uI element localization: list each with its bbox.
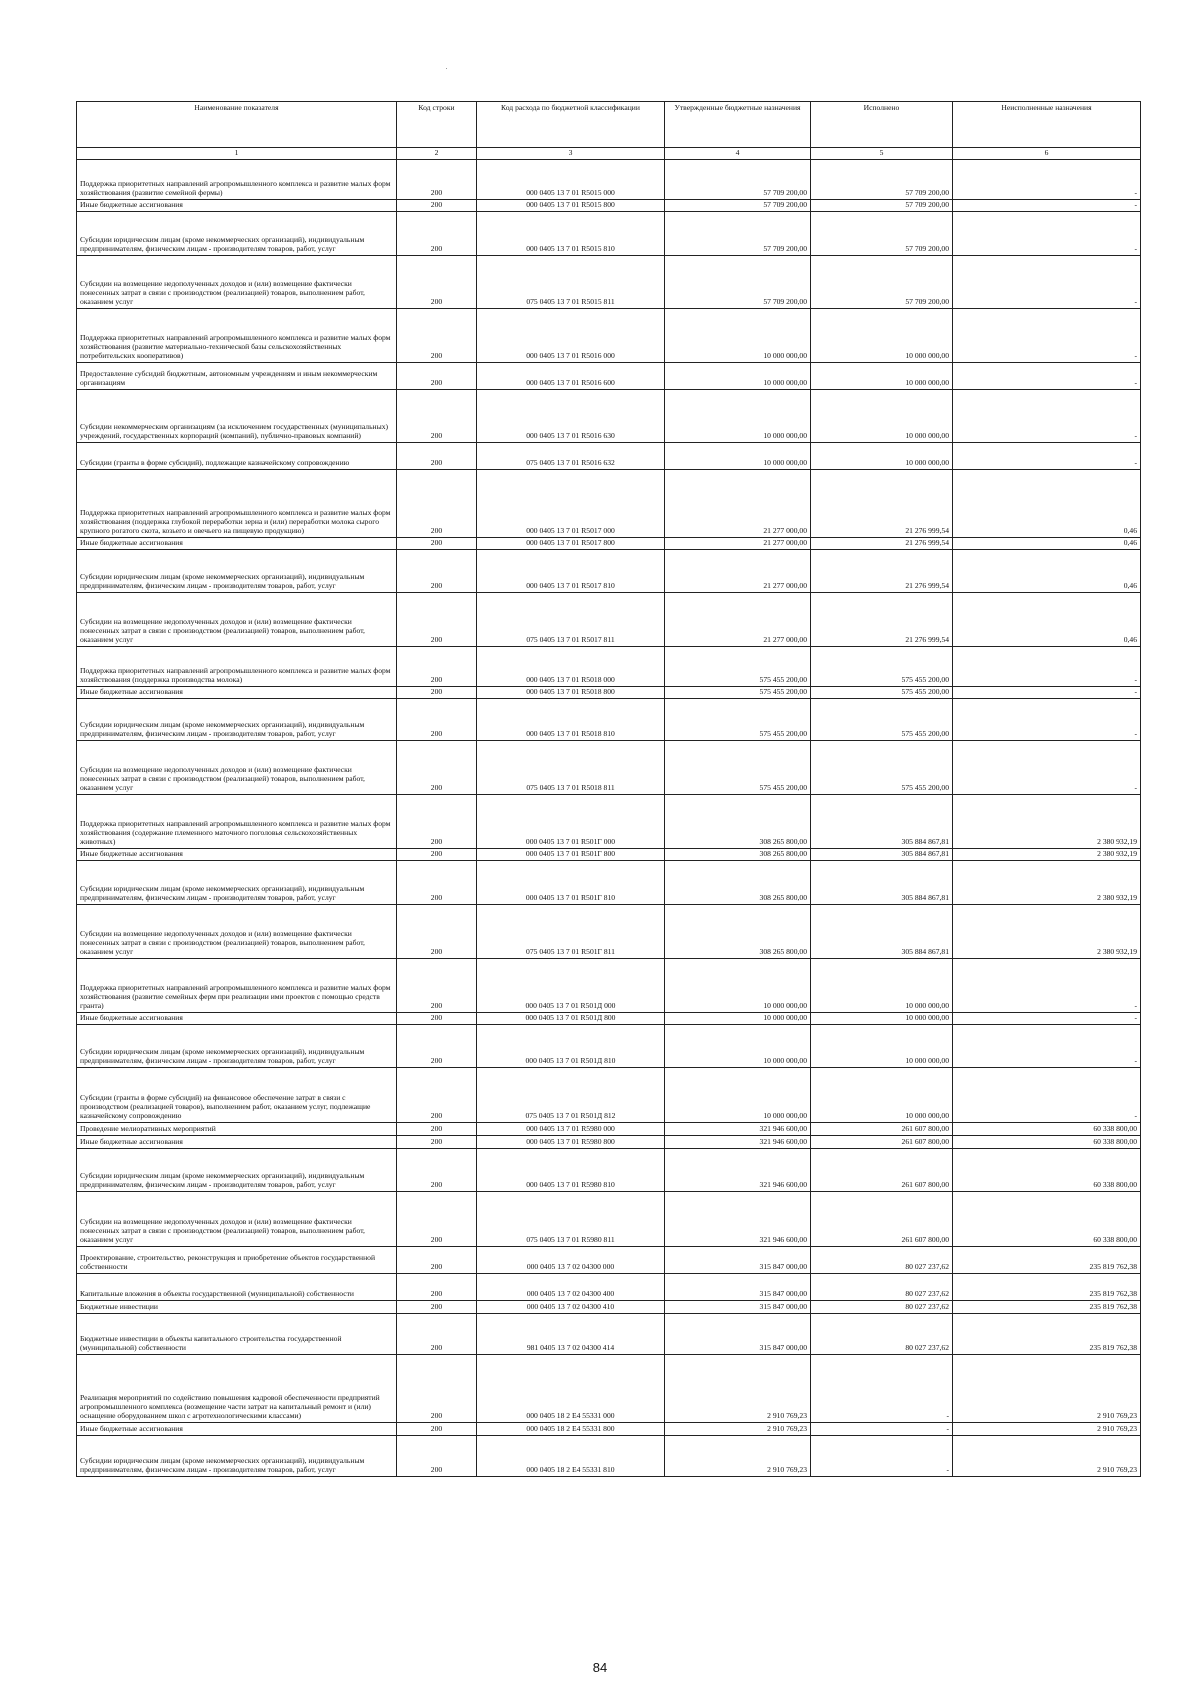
row-budget-code: 075 0405 13 7 01 R5015 811 xyxy=(477,256,665,309)
row-line-code: 200 xyxy=(397,1025,477,1068)
row-budget-code: 075 0405 13 7 01 R5017 811 xyxy=(477,593,665,647)
row-budget-code: 000 0405 13 7 01 R501Г 810 xyxy=(477,861,665,905)
row-executed: 57 709 200,00 xyxy=(811,160,953,200)
row-executed: 57 709 200,00 xyxy=(811,212,953,256)
row-unexecuted: 0,46 xyxy=(953,593,1141,647)
row-budget-code: 000 0405 13 7 01 R501Д 800 xyxy=(477,1013,665,1025)
scan-speck xyxy=(446,68,447,69)
row-line-code: 200 xyxy=(397,443,477,470)
row-budget-code: 000 0405 13 7 01 R5015 800 xyxy=(477,200,665,212)
row-approved: 575 455 200,00 xyxy=(665,699,811,741)
row-unexecuted: - xyxy=(953,699,1141,741)
table-row xyxy=(77,1149,1141,1192)
table-row xyxy=(77,1355,1141,1423)
row-line-code: 200 xyxy=(397,1123,477,1136)
page-number: 84 xyxy=(592,1660,608,1675)
row-unexecuted: 60 338 800,00 xyxy=(953,1136,1141,1149)
row-approved: 321 946 600,00 xyxy=(665,1192,811,1247)
table-row xyxy=(77,390,1141,443)
row-unexecuted: 2 380 932,19 xyxy=(953,849,1141,861)
row-line-code: 200 xyxy=(397,1013,477,1025)
row-name: Поддержка приоритетных направлений агропромышленного комплекса и развитие малых форм хозяйствования (поддержка производства молока) xyxy=(77,647,397,687)
row-approved: 10 000 000,00 xyxy=(665,390,811,443)
row-unexecuted: 0,46 xyxy=(953,538,1141,550)
row-budget-code: 000 0405 13 7 01 R5015 000 xyxy=(477,160,665,200)
row-unexecuted: - xyxy=(953,309,1141,363)
row-name: Субсидии юридическим лицам (кроме некоммерческих организаций), индивидуальным предпринимателям, физическим лицам - производителям товаров, работ, услуг xyxy=(77,1025,397,1068)
row-executed: 57 709 200,00 xyxy=(811,256,953,309)
row-budget-code: 981 0405 13 7 02 04300 414 xyxy=(477,1314,665,1355)
row-name: Субсидии юридическим лицам (кроме некоммерческих организаций), индивидуальным предпринимателям, физическим лицам - производителям товаров, работ, услуг xyxy=(77,212,397,256)
row-executed: 261 607 800,00 xyxy=(811,1149,953,1192)
row-budget-code: 000 0405 18 2 E4 55331 810 xyxy=(477,1436,665,1477)
row-budget-code: 000 0405 13 7 01 R5980 810 xyxy=(477,1149,665,1192)
table-row xyxy=(77,256,1141,309)
row-approved: 2 910 769,23 xyxy=(665,1355,811,1423)
row-executed: 80 027 237,62 xyxy=(811,1274,953,1301)
table-row xyxy=(77,470,1141,538)
row-line-code: 200 xyxy=(397,538,477,550)
row-unexecuted: 60 338 800,00 xyxy=(953,1192,1141,1247)
row-name: Субсидии некоммерческим организациям (за исключением государственных (муниципальных) учреждений, государственных корпораций (компаний), публично-правовых компаний) xyxy=(77,390,397,443)
row-line-code: 200 xyxy=(397,1247,477,1274)
row-line-code: 200 xyxy=(397,1301,477,1314)
row-unexecuted: - xyxy=(953,741,1141,795)
row-executed: 575 455 200,00 xyxy=(811,687,953,699)
table-row xyxy=(77,687,1141,699)
row-name: Субсидии на возмещение недополученных доходов и (или) возмещение фактически понесенных затрат в связи с производством (реализацией) товаров, выполнением работ, оказанием услуг xyxy=(77,593,397,647)
table-row xyxy=(77,1247,1141,1274)
row-budget-code: 000 0405 13 7 01 R5980 000 xyxy=(477,1123,665,1136)
row-executed: 10 000 000,00 xyxy=(811,443,953,470)
table-row xyxy=(77,1301,1141,1314)
row-unexecuted: 2 380 932,19 xyxy=(953,905,1141,959)
row-budget-code: 000 0405 13 7 01 R501Д 000 xyxy=(477,959,665,1013)
row-line-code: 200 xyxy=(397,861,477,905)
table-row xyxy=(77,593,1141,647)
row-name: Субсидии на возмещение недополученных доходов и (или) возмещение фактически понесенных затрат в связи с производством (реализацией) товаров, выполнением работ, оказанием услуг xyxy=(77,741,397,795)
row-budget-code: 000 0405 13 7 01 R5018 800 xyxy=(477,687,665,699)
column-number: 3 xyxy=(477,148,665,160)
row-line-code: 200 xyxy=(397,849,477,861)
row-approved: 10 000 000,00 xyxy=(665,363,811,390)
row-approved: 21 277 000,00 xyxy=(665,538,811,550)
row-executed: 261 607 800,00 xyxy=(811,1136,953,1149)
row-unexecuted: - xyxy=(953,256,1141,309)
row-approved: 315 847 000,00 xyxy=(665,1314,811,1355)
row-name: Субсидии на возмещение недополученных доходов и (или) возмещение фактически понесенных затрат в связи с производством (реализацией) товаров, выполнением работ, оказанием услуг xyxy=(77,256,397,309)
row-name: Бюджетные инвестиции xyxy=(77,1301,397,1314)
row-executed: 10 000 000,00 xyxy=(811,959,953,1013)
row-name: Иные бюджетные ассигнования xyxy=(77,200,397,212)
row-name: Иные бюджетные ассигнования xyxy=(77,687,397,699)
row-executed: 21 276 999,54 xyxy=(811,550,953,593)
row-name: Поддержка приоритетных направлений агропромышленного комплекса и развитие малых форм хозяйствования (поддержка глубокой переработки зерна и (или) переработки молока сырого крупного рогатого скота, козьего и овечьего на пищевую продукцию) xyxy=(77,470,397,538)
row-executed: 575 455 200,00 xyxy=(811,741,953,795)
table-row xyxy=(77,1136,1141,1149)
row-unexecuted: 2 380 932,19 xyxy=(953,795,1141,849)
row-budget-code: 000 0405 13 7 01 R501Д 810 xyxy=(477,1025,665,1068)
row-name: Поддержка приоритетных направлений агропромышленного комплекса и развитие малых форм хозяйствования (развитие материально-технической базы сельскохозяйственных потребительских кооперативов) xyxy=(77,309,397,363)
row-line-code: 200 xyxy=(397,593,477,647)
row-name: Субсидии юридическим лицам (кроме некоммерческих организаций), индивидуальным предпринимателям, физическим лицам - производителям товаров, работ, услуг xyxy=(77,699,397,741)
row-executed: 57 709 200,00 xyxy=(811,200,953,212)
row-approved: 315 847 000,00 xyxy=(665,1274,811,1301)
row-executed: 305 884 867,81 xyxy=(811,795,953,849)
table-row xyxy=(77,647,1141,687)
row-name: Иные бюджетные ассигнования xyxy=(77,1423,397,1436)
row-unexecuted: - xyxy=(953,200,1141,212)
row-budget-code: 075 0405 13 7 01 R5980 811 xyxy=(477,1192,665,1247)
row-line-code: 200 xyxy=(397,959,477,1013)
row-approved: 10 000 000,00 xyxy=(665,443,811,470)
row-budget-code: 000 0405 13 7 01 R501Г 800 xyxy=(477,849,665,861)
table-row xyxy=(77,959,1141,1013)
row-approved: 315 847 000,00 xyxy=(665,1301,811,1314)
row-unexecuted: 2 910 769,23 xyxy=(953,1423,1141,1436)
row-name: Субсидии юридическим лицам (кроме некоммерческих организаций), индивидуальным предпринимателям, физическим лицам - производителям товаров, работ, услуг xyxy=(77,1149,397,1192)
row-approved: 21 277 000,00 xyxy=(665,593,811,647)
row-executed: - xyxy=(811,1423,953,1436)
row-line-code: 200 xyxy=(397,1423,477,1436)
row-approved: 57 709 200,00 xyxy=(665,256,811,309)
row-unexecuted: - xyxy=(953,363,1141,390)
row-approved: 2 910 769,23 xyxy=(665,1423,811,1436)
row-line-code: 200 xyxy=(397,390,477,443)
row-budget-code: 075 0405 13 7 01 R501Д 812 xyxy=(477,1068,665,1123)
row-unexecuted: - xyxy=(953,1025,1141,1068)
row-executed: 10 000 000,00 xyxy=(811,309,953,363)
row-approved: 57 709 200,00 xyxy=(665,212,811,256)
row-executed: 10 000 000,00 xyxy=(811,363,953,390)
row-name: Реализация мероприятий по содействию повышения кадровой обеспеченности предприятий агропромышленного комплекса (возмещение части затрат на капитальный ремонт и (или) оснащение оборудованием школ с агротехнологическими классами) xyxy=(77,1355,397,1423)
row-executed: 261 607 800,00 xyxy=(811,1192,953,1247)
table-row xyxy=(77,160,1141,200)
row-budget-code: 000 0405 18 2 E4 55331 000 xyxy=(477,1355,665,1423)
table-row xyxy=(77,1192,1141,1247)
column-number: 4 xyxy=(665,148,811,160)
row-approved: 21 277 000,00 xyxy=(665,550,811,593)
header-indicator-name: Наименование показателя xyxy=(77,102,397,148)
row-approved: 10 000 000,00 xyxy=(665,1068,811,1123)
row-executed: 261 607 800,00 xyxy=(811,1123,953,1136)
row-executed: 10 000 000,00 xyxy=(811,1013,953,1025)
row-name: Поддержка приоритетных направлений агропромышленного комплекса и развитие малых форм хозяйствования (развитие семейной фермы) xyxy=(77,160,397,200)
row-line-code: 200 xyxy=(397,309,477,363)
row-name: Поддержка приоритетных направлений агропромышленного комплекса и развитие малых форм хозяйствования (развитие семейных ферм при реализации ими проектов с помощью средств гранта) xyxy=(77,959,397,1013)
row-budget-code: 000 0405 13 7 01 R5017 000 xyxy=(477,470,665,538)
row-executed: 21 276 999,54 xyxy=(811,470,953,538)
row-unexecuted: - xyxy=(953,647,1141,687)
row-unexecuted: - xyxy=(953,1068,1141,1123)
row-budget-code: 075 0405 13 7 01 R501Г 811 xyxy=(477,905,665,959)
row-executed: 21 276 999,54 xyxy=(811,538,953,550)
row-budget-code: 000 0405 13 7 01 R501Г 000 xyxy=(477,795,665,849)
row-line-code: 200 xyxy=(397,1149,477,1192)
row-executed: 21 276 999,54 xyxy=(811,593,953,647)
row-executed: 575 455 200,00 xyxy=(811,647,953,687)
row-budget-code: 075 0405 13 7 01 R5016 632 xyxy=(477,443,665,470)
row-executed: 10 000 000,00 xyxy=(811,1068,953,1123)
row-budget-code: 000 0405 18 2 E4 55331 800 xyxy=(477,1423,665,1436)
row-approved: 321 946 600,00 xyxy=(665,1149,811,1192)
row-unexecuted: - xyxy=(953,212,1141,256)
table-row xyxy=(77,309,1141,363)
row-name: Субсидии юридическим лицам (кроме некоммерческих организаций), индивидуальным предпринимателям, физическим лицам - производителям товаров, работ, услуг xyxy=(77,550,397,593)
table-row xyxy=(77,1013,1141,1025)
row-executed: 80 027 237,62 xyxy=(811,1314,953,1355)
column-number: 5 xyxy=(811,148,953,160)
row-line-code: 200 xyxy=(397,1355,477,1423)
row-approved: 2 910 769,23 xyxy=(665,1436,811,1477)
row-name: Капитальные вложения в объекты государственной (муниципальной) собственности xyxy=(77,1274,397,1301)
table-row xyxy=(77,443,1141,470)
row-name: Субсидии на возмещение недополученных доходов и (или) возмещение фактически понесенных затрат в связи с производством (реализацией) товаров, выполнением работ, оказанием услуг xyxy=(77,905,397,959)
row-approved: 10 000 000,00 xyxy=(665,1013,811,1025)
row-unexecuted: - xyxy=(953,443,1141,470)
table-row xyxy=(77,741,1141,795)
row-approved: 57 709 200,00 xyxy=(665,160,811,200)
row-approved: 308 265 800,00 xyxy=(665,795,811,849)
row-name: Субсидии (гранты в форме субсидий), подлежащие казначейскому сопровождению xyxy=(77,443,397,470)
table-row xyxy=(77,550,1141,593)
row-executed: 80 027 237,62 xyxy=(811,1247,953,1274)
row-unexecuted: 235 819 762,38 xyxy=(953,1274,1141,1301)
table-row xyxy=(77,849,1141,861)
row-line-code: 200 xyxy=(397,741,477,795)
row-unexecuted: 235 819 762,38 xyxy=(953,1314,1141,1355)
row-executed: 575 455 200,00 xyxy=(811,699,953,741)
row-budget-code: 075 0405 13 7 01 R5018 811 xyxy=(477,741,665,795)
row-budget-code: 000 0405 13 7 02 04300 000 xyxy=(477,1247,665,1274)
row-approved: 308 265 800,00 xyxy=(665,861,811,905)
table-row xyxy=(77,861,1141,905)
row-name: Поддержка приоритетных направлений агропромышленного комплекса и развитие малых форм хозяйствования (содержание племенного маточного поголовья сельскохозяйственных животных) xyxy=(77,795,397,849)
row-unexecuted: - xyxy=(953,390,1141,443)
row-name: Субсидии юридическим лицам (кроме некоммерческих организаций), индивидуальным предпринимателям, физическим лицам - производителям товаров, работ, услуг xyxy=(77,1436,397,1477)
table-row xyxy=(77,363,1141,390)
row-line-code: 200 xyxy=(397,1068,477,1123)
row-line-code: 200 xyxy=(397,1436,477,1477)
row-line-code: 200 xyxy=(397,212,477,256)
table-row xyxy=(77,1068,1141,1123)
row-line-code: 200 xyxy=(397,160,477,200)
row-name: Иные бюджетные ассигнования xyxy=(77,1136,397,1149)
row-executed: 10 000 000,00 xyxy=(811,1025,953,1068)
row-name: Субсидии юридическим лицам (кроме некоммерческих организаций), индивидуальным предпринимателям, физическим лицам - производителям товаров, работ, услуг xyxy=(77,861,397,905)
row-unexecuted: - xyxy=(953,1013,1141,1025)
table-row xyxy=(77,212,1141,256)
column-number-row xyxy=(77,148,1141,160)
row-approved: 10 000 000,00 xyxy=(665,1025,811,1068)
row-line-code: 200 xyxy=(397,550,477,593)
row-approved: 315 847 000,00 xyxy=(665,1247,811,1274)
row-name: Проведение мелиоративных мероприятий xyxy=(77,1123,397,1136)
row-line-code: 200 xyxy=(397,470,477,538)
table-row xyxy=(77,200,1141,212)
table-body xyxy=(77,160,1141,1477)
row-approved: 10 000 000,00 xyxy=(665,959,811,1013)
row-name: Предоставление субсидий бюджетным, автономным учреждениям и иным некоммерческим организациям xyxy=(77,363,397,390)
row-name: Проектирование, строительство, реконструкция и приобретение объектов государственной собственности xyxy=(77,1247,397,1274)
row-unexecuted: - xyxy=(953,959,1141,1013)
row-approved: 575 455 200,00 xyxy=(665,741,811,795)
table-row xyxy=(77,1123,1141,1136)
row-budget-code: 000 0405 13 7 01 R5018 000 xyxy=(477,647,665,687)
row-approved: 575 455 200,00 xyxy=(665,647,811,687)
row-executed: 10 000 000,00 xyxy=(811,390,953,443)
header-unexecuted: Неисполненные назначения xyxy=(953,102,1141,148)
row-name: Иные бюджетные ассигнования xyxy=(77,1013,397,1025)
header-approved: Утвержденные бюджетные назначения xyxy=(665,102,811,148)
budget-execution-table xyxy=(76,101,1141,1477)
row-approved: 321 946 600,00 xyxy=(665,1123,811,1136)
row-unexecuted: - xyxy=(953,160,1141,200)
row-executed: 305 884 867,81 xyxy=(811,849,953,861)
table-row xyxy=(77,905,1141,959)
column-number: 2 xyxy=(397,148,477,160)
row-approved: 321 946 600,00 xyxy=(665,1136,811,1149)
row-approved: 10 000 000,00 xyxy=(665,309,811,363)
table-row xyxy=(77,1314,1141,1355)
row-executed: 305 884 867,81 xyxy=(811,905,953,959)
row-unexecuted: 2 910 769,23 xyxy=(953,1436,1141,1477)
row-executed: - xyxy=(811,1436,953,1477)
table-row xyxy=(77,1423,1141,1436)
row-line-code: 200 xyxy=(397,256,477,309)
row-line-code: 200 xyxy=(397,363,477,390)
table-row xyxy=(77,1436,1141,1477)
row-budget-code: 000 0405 13 7 01 R5017 810 xyxy=(477,550,665,593)
row-line-code: 200 xyxy=(397,1274,477,1301)
row-name: Субсидии (гранты в форме субсидий) на финансовое обеспечение затрат в связи с производством (реализацией товаров), выполнением работ, оказанием услуг, подлежащие казначейскому сопровождению xyxy=(77,1068,397,1123)
row-approved: 308 265 800,00 xyxy=(665,849,811,861)
row-unexecuted: 2 910 769,23 xyxy=(953,1355,1141,1423)
header-budget-code: Код расхода по бюджетной классификации xyxy=(477,102,665,148)
row-name: Иные бюджетные ассигнования xyxy=(77,538,397,550)
row-line-code: 200 xyxy=(397,1192,477,1247)
row-line-code: 200 xyxy=(397,200,477,212)
table-row xyxy=(77,699,1141,741)
row-budget-code: 000 0405 13 7 02 04300 410 xyxy=(477,1301,665,1314)
row-budget-code: 000 0405 13 7 01 R5015 810 xyxy=(477,212,665,256)
row-unexecuted: 0,46 xyxy=(953,550,1141,593)
row-name: Иные бюджетные ассигнования xyxy=(77,849,397,861)
row-executed: 305 884 867,81 xyxy=(811,861,953,905)
row-line-code: 200 xyxy=(397,1314,477,1355)
row-line-code: 200 xyxy=(397,795,477,849)
row-budget-code: 000 0405 13 7 01 R5016 630 xyxy=(477,390,665,443)
row-budget-code: 000 0405 13 7 01 R5016 600 xyxy=(477,363,665,390)
row-line-code: 200 xyxy=(397,687,477,699)
row-budget-code: 000 0405 13 7 01 R5017 800 xyxy=(477,538,665,550)
table-row xyxy=(77,1274,1141,1301)
row-line-code: 200 xyxy=(397,1136,477,1149)
column-number: 1 xyxy=(77,148,397,160)
row-line-code: 200 xyxy=(397,905,477,959)
row-unexecuted: 60 338 800,00 xyxy=(953,1149,1141,1192)
row-line-code: 200 xyxy=(397,647,477,687)
header-line-code: Код строки xyxy=(397,102,477,148)
row-executed: - xyxy=(811,1355,953,1423)
row-name: Бюджетные инвестиции в объекты капитального строительства государственной (муниципальной) собственности xyxy=(77,1314,397,1355)
table-row xyxy=(77,795,1141,849)
row-unexecuted: 235 819 762,38 xyxy=(953,1247,1141,1274)
row-executed: 80 027 237,62 xyxy=(811,1301,953,1314)
row-name: Субсидии на возмещение недополученных доходов и (или) возмещение фактически понесенных затрат в связи с производством (реализацией) товаров, выполнением работ, оказанием услуг xyxy=(77,1192,397,1247)
table-row xyxy=(77,1025,1141,1068)
row-unexecuted: 2 380 932,19 xyxy=(953,861,1141,905)
row-unexecuted: 235 819 762,38 xyxy=(953,1301,1141,1314)
row-approved: 575 455 200,00 xyxy=(665,687,811,699)
row-unexecuted: 0,46 xyxy=(953,470,1141,538)
row-approved: 57 709 200,00 xyxy=(665,200,811,212)
row-unexecuted: - xyxy=(953,687,1141,699)
row-budget-code: 000 0405 13 7 02 04300 400 xyxy=(477,1274,665,1301)
table-header-row xyxy=(77,102,1141,148)
row-approved: 308 265 800,00 xyxy=(665,905,811,959)
table-row xyxy=(77,538,1141,550)
row-budget-code: 000 0405 13 7 01 R5018 810 xyxy=(477,699,665,741)
row-line-code: 200 xyxy=(397,699,477,741)
column-number: 6 xyxy=(953,148,1141,160)
row-approved: 21 277 000,00 xyxy=(665,470,811,538)
row-unexecuted: 60 338 800,00 xyxy=(953,1123,1141,1136)
row-budget-code: 000 0405 13 7 01 R5016 000 xyxy=(477,309,665,363)
header-executed: Исполнено xyxy=(811,102,953,148)
row-budget-code: 000 0405 13 7 01 R5980 800 xyxy=(477,1136,665,1149)
